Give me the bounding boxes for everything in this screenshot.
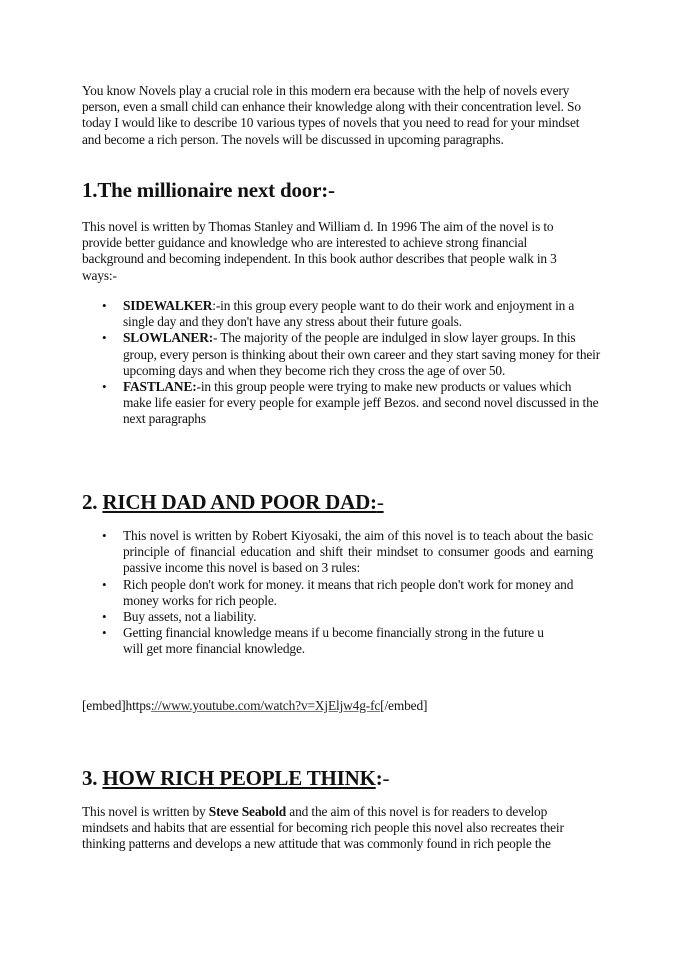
list-item-text: :-in this group every people want to do their work and enjoyment in a single day and they don't have any stress about their future goals.	[123, 298, 575, 330]
list-item-text: Rich people don't work for money. it means that rich people don't work for money and money works for rich people.	[123, 576, 574, 608]
term-slowlaner: SLOWLANER:	[123, 330, 214, 346]
embed-suffix: [/embed]	[380, 698, 428, 713]
embed-prefix: [embed]https	[82, 698, 151, 713]
list-item-fastlane	[82, 379, 602, 428]
section-2-heading	[82, 490, 384, 514]
section-2-heading-number: 2.	[82, 490, 103, 514]
section-3-text-before: This novel is written by	[82, 804, 209, 819]
list-item-author	[82, 528, 593, 577]
section-3-heading-suffix: -	[382, 766, 390, 790]
bullet-icon: •	[102, 609, 107, 625]
section-2-bullet-list	[82, 528, 593, 658]
section-2-heading-title: RICH DAD AND POOR DAD:	[102, 490, 377, 514]
intro-paragraph: You know Novels play a crucial role in this modern era because with the help of novels every person, even a small child can enhance their knowledge along with their concentration level. So today I would like to describe 10 various types of novels that you need to read for your mindset and become a rich person. The novels will be discussed in upcoming paragraphs.	[82, 83, 581, 147]
list-item-sidewalker	[82, 298, 602, 330]
section-1-heading-title: 1.The millionaire next door	[82, 178, 322, 202]
bullet-icon: •	[102, 330, 107, 346]
bullet-icon: •	[102, 379, 107, 395]
section-2-heading-suffix: -	[376, 490, 384, 514]
section-3-heading-colon: :	[375, 766, 383, 790]
author-name: Steve Seabold	[208, 804, 287, 819]
section-1-paragraph: This novel is written by Thomas Stanley and William d. In 1996 The aim of the novel is to provide better guidance and knowledge who are interested to achieve strong financial background and becoming independent. In this book author describes that people walk in 3 ways:-	[82, 219, 557, 283]
section-3-heading-title: HOW RICH PEOPLE THINK	[102, 766, 376, 790]
bullet-icon: •	[102, 576, 107, 592]
embed-line	[82, 698, 427, 714]
section-3-paragraph	[82, 804, 590, 853]
list-item-text: Buy assets, not a liability.	[123, 609, 257, 625]
bullet-icon: •	[102, 528, 107, 543]
section-1-heading-suffix: :-	[321, 178, 335, 202]
list-item-text: - The majority of the people are indulged in slow layer groups. In this group, every person is thinking about their own career and they start saving money for their upcoming days and when they become rich they cross the age of over 50.	[123, 330, 601, 378]
section-3-heading	[82, 766, 389, 790]
section-3-heading-number: 3.	[82, 766, 103, 790]
bullet-icon: •	[102, 298, 107, 313]
section-1-bullet-list	[82, 298, 602, 428]
bullet-icon: •	[102, 625, 107, 641]
list-item-rule-3	[82, 625, 593, 657]
term-fastlane: FASTLANE:	[123, 379, 197, 395]
list-item-text: Getting financial knowledge means if u become financially strong in the future u will get more financial knowledge.	[123, 625, 544, 657]
list-item-slowlaner	[82, 330, 602, 379]
term-sidewalker: SIDEWALKER	[123, 298, 213, 313]
list-item-rule-2	[82, 609, 593, 625]
list-item-rule-1	[82, 577, 593, 609]
section-3-text-after: and the aim of this novel is for readers to develop mindsets and habits that are essential for becoming rich people this novel also recreates their thinking patterns and develops a new attitude that was commonly found in rich people the	[82, 804, 564, 852]
youtube-link[interactable]: ://www.youtube.com/watch?v=XjEljw4g-fc	[150, 698, 381, 713]
section-1-heading	[82, 178, 335, 202]
list-item-text: -in this group people were trying to make new products or values which make life easier for every people for example jeff Bezos. and second novel discussed in the next paragraphs	[123, 379, 599, 427]
list-item-text: This novel is written by Robert Kiyosaki, the aim of this novel is to teach about the basic principle of financial education and shift their mindset to consumer goods and earning passive income this novel is based on 3 rules:	[123, 528, 593, 576]
